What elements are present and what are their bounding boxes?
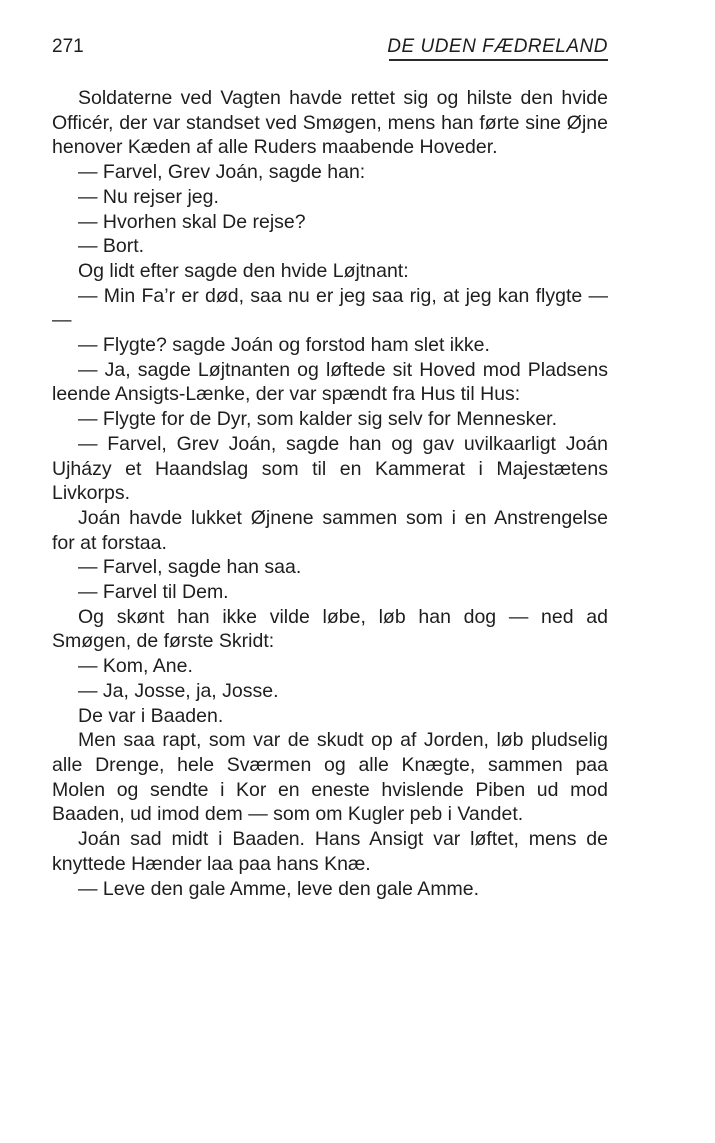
paragraph: De var i Baaden. [78,704,224,727]
paragraph: — Flygte for de Dyr, som kalder sig selv for Mennesker. [78,408,558,431]
paragraph: Og skønt han ikke vilde løbe, løb han dog — ned ad Smøgen, de første Skridt: [52,605,608,653]
paragraph: — Farvel, Grev Joán, sagde han: [78,161,366,184]
paragraph: — Ja, sagde Løjtnanten og løftede sit Hoved mod Pladsens leende Ansigts-Lænke, der var spændt fra Hus til Hus: [52,358,608,406]
paragraph: Soldaterne ved Vagten havde rettet sig og hilste den hvide Officér, der var standset ved Smøgen, mens han førte sine Øjne henover Kæden af alle Ruders maabende Hoveder. [52,87,608,159]
paragraph: Men saa rapt, som var de skudt op af Jorden, løb pludselig alle Drenge, hele Sværmen og alle Knægte, sammen paa Molen og sendte i Kor en eneste hvislende Piben ud mod Baaden, ud imod dem — som om Kugler peb i Vandet. [52,729,608,826]
page-number: 271 [52,36,84,57]
paragraph: — Farvel, sagde han saa. [78,556,302,579]
paragraph: — Ja, Josse, ja, Josse. [78,679,279,702]
paragraph: Og lidt efter sagde den hvide Løjtnant: [78,259,409,282]
paragraph: — Nu rejser jeg. [78,185,219,208]
paragraph: — Leve den gale Amme, leve den gale Amme. [78,877,480,900]
paragraph: — Farvel, Grev Joán, sagde han og gav uvilkaarligt Joán Ujházy et Haandslag som til en Kammerat i Majestætens Livkorps. [52,432,608,505]
paragraph: Joán havde lukket Øjnene sammen som i en Anstrengelse for at forstaa. [52,506,608,554]
paragraph: — Bort. [78,235,145,258]
paragraph: — Flygte? sagde Joán og forstod ham slet ikke. [78,334,490,357]
paragraph: — Farvel til Dem. [78,581,229,604]
paragraph: — Min Fa’r er død, saa nu er jeg saa rig, at jeg kan flygte — — [52,284,608,332]
paragraph: — Kom, Ane. [78,655,193,678]
page-header [52,34,608,60]
paragraph: — Hvorhen skal De rejse? [78,210,306,233]
running-title: DE UDEN FÆDRELAND [387,36,608,57]
paragraph: Joán sad midt i Baaden. Hans Ansigt var løftet, mens de knyttede Hænder laa paa hans Knæ. [52,828,608,875]
body-text [52,86,608,901]
header-rule [389,59,608,61]
